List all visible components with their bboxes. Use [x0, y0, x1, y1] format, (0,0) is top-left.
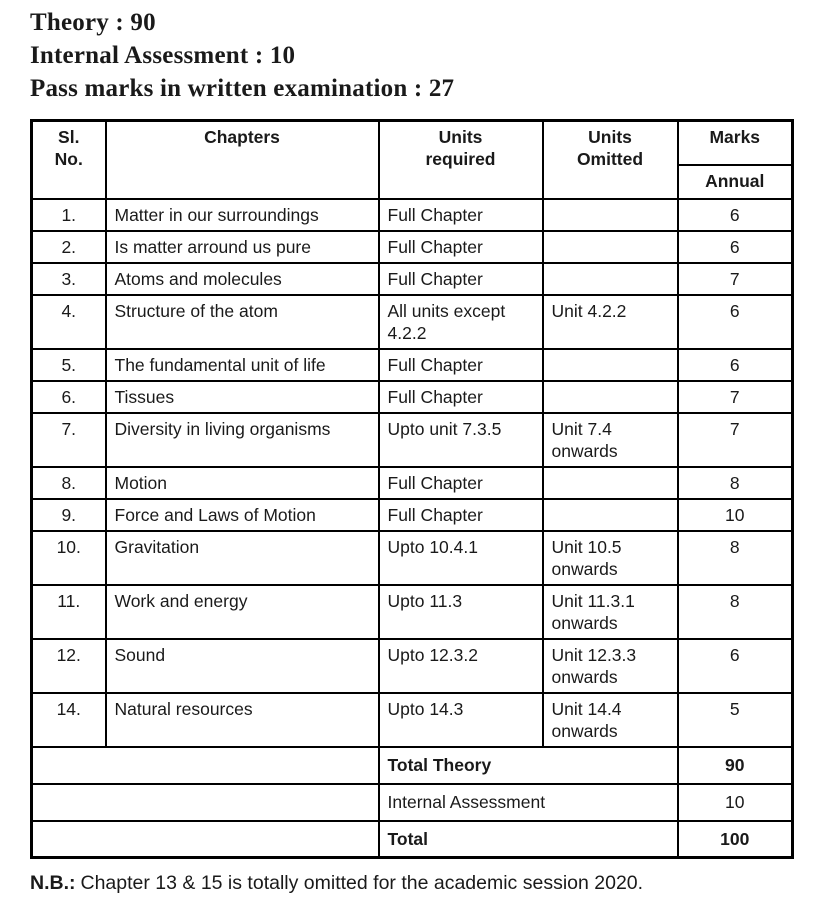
units-omitted-cell [543, 499, 678, 531]
summary-marks-cell: 10 [678, 784, 793, 821]
units-omitted-cell: Unit 14.4 onwards [543, 693, 678, 747]
sl-no-cell: 7. [32, 413, 106, 467]
sl-no-cell: 1. [32, 199, 106, 231]
units-omitted-cell: Unit 4.2.2 [543, 295, 678, 349]
table-body [32, 199, 793, 747]
chapter-cell: Structure of the atom [106, 295, 379, 349]
header-sl-no: Sl. No. [32, 121, 106, 199]
marks-cell: 8 [678, 531, 793, 585]
marks-cell: 10 [678, 499, 793, 531]
sl-no-cell: 8. [32, 467, 106, 499]
marks-cell: 6 [678, 231, 793, 263]
header-units-required: Units required [379, 121, 543, 199]
units-required-cell: Full Chapter [379, 263, 543, 295]
chapter-cell: Tissues [106, 381, 379, 413]
units-required-cell: Full Chapter [379, 199, 543, 231]
sl-no-cell: 12. [32, 639, 106, 693]
header-marks: Marks [678, 121, 793, 165]
units-required-cell: Full Chapter [379, 467, 543, 499]
footnote [30, 872, 821, 895]
marks-cell: 7 [678, 413, 793, 467]
table-row [32, 263, 793, 295]
chapter-cell: Natural resources [106, 693, 379, 747]
chapter-cell: The fundamental unit of life [106, 349, 379, 381]
sl-no-cell: 9. [32, 499, 106, 531]
sl-no-cell: 5. [32, 349, 106, 381]
chapter-cell: Sound [106, 639, 379, 693]
chapter-cell: Work and energy [106, 585, 379, 639]
units-omitted-cell [543, 467, 678, 499]
table-row [32, 531, 793, 585]
units-required-cell: Full Chapter [379, 499, 543, 531]
header-annual: Annual [678, 165, 793, 199]
header-chapters: Chapters [106, 121, 379, 199]
theory-line: Theory : 90 [30, 9, 156, 36]
chapter-cell: Diversity in living organisms [106, 413, 379, 467]
marks-cell: 7 [678, 263, 793, 295]
units-omitted-cell [543, 199, 678, 231]
summary-empty-cell [32, 747, 379, 784]
sl-no-cell: 3. [32, 263, 106, 295]
marks-cell: 6 [678, 349, 793, 381]
marks-cell: 8 [678, 585, 793, 639]
units-required-cell: All units except 4.2.2 [379, 295, 543, 349]
table-row [32, 693, 793, 747]
units-omitted-cell [543, 381, 678, 413]
units-omitted-cell [543, 231, 678, 263]
chapter-cell: Motion [106, 467, 379, 499]
table-row [32, 231, 793, 263]
marks-cell: 7 [678, 381, 793, 413]
sl-no-cell: 2. [32, 231, 106, 263]
marks-cell: 5 [678, 693, 793, 747]
units-omitted-cell: Unit 12.3.3 onwards [543, 639, 678, 693]
summary-label-cell: Total [379, 821, 678, 858]
summary-marks-cell: 90 [678, 747, 793, 784]
table-row [32, 349, 793, 381]
table-row [32, 639, 793, 693]
units-omitted-cell: Unit 11.3.1 onwards [543, 585, 678, 639]
chapter-cell: Force and Laws of Motion [106, 499, 379, 531]
units-required-cell: Upto 12.3.2 [379, 639, 543, 693]
table-row [32, 413, 793, 467]
summary-label-cell: Internal Assessment [379, 784, 678, 821]
marks-cell: 8 [678, 467, 793, 499]
marks-cell: 6 [678, 639, 793, 693]
summary-row [32, 784, 793, 821]
units-required-cell: Upto 10.4.1 [379, 531, 543, 585]
pass-marks-line: Pass marks in written examination : 27 [30, 75, 455, 102]
internal-assessment-line: Internal Assessment : 10 [30, 42, 296, 69]
units-required-cell: Upto 14.3 [379, 693, 543, 747]
chapter-cell: Is matter arround us pure [106, 231, 379, 263]
units-required-cell: Full Chapter [379, 231, 543, 263]
summary-row [32, 747, 793, 784]
units-omitted-cell [543, 263, 678, 295]
table-row [32, 295, 793, 349]
chapter-cell: Atoms and molecules [106, 263, 379, 295]
header-units-omitted: Units Omitted [543, 121, 678, 199]
units-required-cell: Upto 11.3 [379, 585, 543, 639]
units-omitted-cell: Unit 10.5 onwards [543, 531, 678, 585]
units-omitted-cell: Unit 7.4 onwards [543, 413, 678, 467]
units-omitted-cell [543, 349, 678, 381]
sl-no-cell: 4. [32, 295, 106, 349]
table-row [32, 199, 793, 231]
sl-no-cell: 11. [32, 585, 106, 639]
summary-marks-cell: 100 [678, 821, 793, 858]
sl-no-cell: 10. [32, 531, 106, 585]
footnote-text: Chapter 13 & 15 is totally omitted for the academic session 2020. [80, 872, 644, 894]
table-summary [32, 747, 793, 858]
table-row [32, 467, 793, 499]
footnote-label: N.B.: [30, 872, 76, 894]
chapter-cell: Gravitation [106, 531, 379, 585]
sl-no-cell: 6. [32, 381, 106, 413]
summary-label-cell: Total Theory [379, 747, 678, 784]
marks-cell: 6 [678, 199, 793, 231]
table-header [32, 121, 793, 199]
summary-empty-cell [32, 821, 379, 858]
units-required-cell: Full Chapter [379, 381, 543, 413]
marks-cell: 6 [678, 295, 793, 349]
table-row [32, 585, 793, 639]
units-required-cell: Full Chapter [379, 349, 543, 381]
syllabus-table [30, 119, 794, 859]
table-row [32, 381, 793, 413]
units-required-cell: Upto unit 7.3.5 [379, 413, 543, 467]
chapter-cell: Matter in our surroundings [106, 199, 379, 231]
page-header [30, 6, 821, 105]
table-row [32, 499, 793, 531]
sl-no-cell: 14. [32, 693, 106, 747]
summary-empty-cell [32, 784, 379, 821]
summary-row [32, 821, 793, 858]
